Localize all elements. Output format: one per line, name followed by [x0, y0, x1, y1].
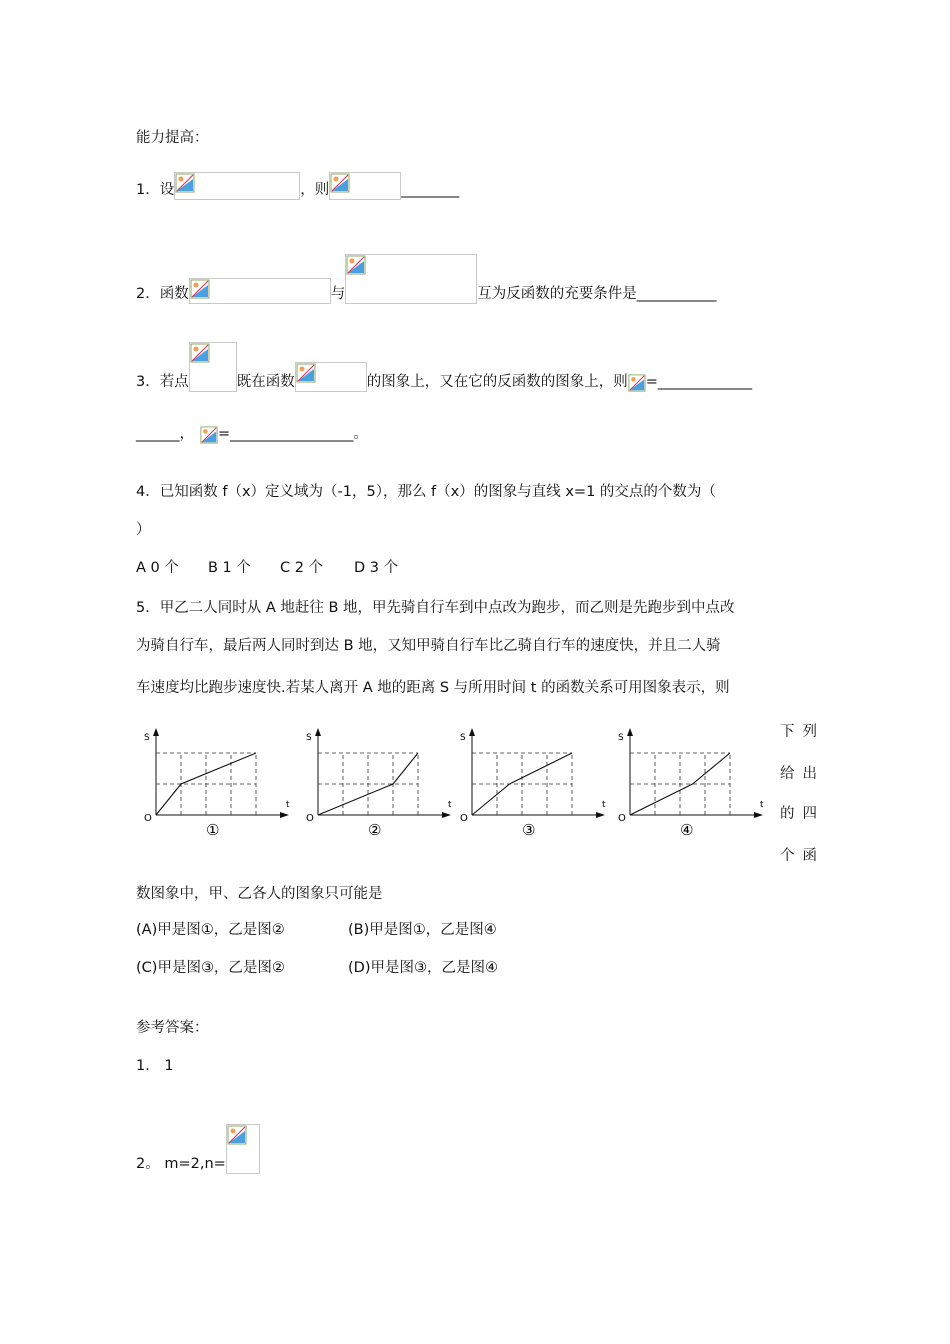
- origin-label: O: [460, 813, 468, 824]
- graph-number-label: ①: [206, 821, 220, 839]
- origin-label: O: [144, 813, 152, 824]
- y-axis-arrow: [627, 728, 633, 736]
- question-5-line-4: 数图象中，甲、乙各人的图象只可能是: [136, 886, 383, 902]
- graph-svg: [456, 722, 616, 842]
- question-1: 1．设 ，则 ________: [136, 172, 459, 200]
- broken-image-icon: [346, 255, 366, 275]
- broken-image-icon: [227, 1125, 247, 1145]
- section-heading: 能力提高：: [136, 130, 209, 146]
- question-5-line-3: 车速度均比跑步速度快.若某人离开 A 地的距离 S 与所用时间 t 的函数关系可用图象表示，则: [136, 680, 730, 696]
- graph-number-label: ④: [680, 821, 694, 839]
- option-c: C 2 个: [280, 560, 324, 576]
- graph-number-label: ③: [522, 821, 536, 839]
- formula-image: [628, 374, 646, 392]
- option-a: (A)甲是图①，乙是图②: [136, 922, 285, 938]
- side-text-4: 个函: [780, 848, 825, 864]
- y-axis-arrow: [153, 728, 159, 736]
- x-axis-label: t: [602, 800, 606, 810]
- formula-image: [295, 362, 367, 392]
- option-c: (C)甲是图③，乙是图②: [136, 960, 285, 976]
- broken-image-icon: [330, 173, 350, 193]
- graph-svg: [140, 722, 300, 842]
- question-5-options-row-1: [136, 920, 497, 940]
- question-5-options-row-2: [136, 958, 498, 978]
- formula-image: [345, 254, 477, 304]
- side-text-3: 的四: [780, 806, 825, 822]
- question-3: 3．若点 既在函数 的图象上，又在它的反函数的图象上，则 =_____________: [136, 342, 752, 392]
- broken-image-icon: [190, 279, 210, 299]
- y-axis-label: S: [144, 733, 150, 743]
- formula-image: [174, 172, 300, 200]
- question-2: 2．函数 与 互为反函数的充要条件是___________: [136, 254, 716, 304]
- graph-svg: [614, 722, 774, 842]
- x-axis-arrow: [596, 812, 605, 818]
- formula-image: [189, 278, 331, 304]
- question-5-line-1: 5．甲乙二人同时从 A 地赶往 B 地，甲先骑自行车到中点改为跑步，而乙则是先跑步到中点改: [136, 600, 735, 616]
- option-a: A 0 个: [136, 560, 179, 576]
- x-axis-label: t: [286, 800, 290, 810]
- origin-label: O: [618, 813, 626, 824]
- answer-1: 1． 1: [136, 1058, 174, 1074]
- broken-image-icon: [200, 426, 218, 444]
- question-4: 4．已知函数 f（x）定义域为（-1，5），那么 f（x）的图象与直线 x=1 的交点的个数为（: [136, 484, 716, 500]
- broken-image-icon: [628, 374, 646, 392]
- formula-image: [226, 1124, 260, 1174]
- question-4-options: [136, 558, 398, 578]
- distance-time-graph: [302, 722, 462, 846]
- formula-image: [189, 342, 237, 392]
- origin-label: O: [306, 813, 314, 824]
- broken-image-icon: [175, 173, 195, 193]
- answer-2: 2。 m=2,n=: [136, 1124, 260, 1174]
- option-b: B 1 个: [208, 560, 251, 576]
- x-axis-arrow: [754, 812, 763, 818]
- formula-image: [329, 172, 401, 200]
- graph-svg: [302, 722, 462, 842]
- x-axis-arrow: [442, 812, 451, 818]
- option-d: (D)甲是图③，乙是图④: [348, 960, 498, 976]
- y-axis-arrow: [315, 728, 321, 736]
- graph-number-label: ②: [368, 821, 382, 839]
- broken-image-icon: [296, 363, 316, 383]
- option-d: D 3 个: [354, 560, 399, 576]
- formula-image: [200, 426, 218, 444]
- x-axis-label: t: [448, 800, 452, 810]
- y-axis-label: S: [460, 733, 466, 743]
- broken-image-icon: [190, 343, 210, 363]
- answers-heading: 参考答案：: [136, 1020, 209, 1036]
- y-axis-label: S: [306, 733, 312, 743]
- x-axis-arrow: [280, 812, 289, 818]
- question-4-close: ）: [136, 522, 151, 538]
- side-text-1: 下列: [780, 724, 825, 740]
- y-axis-label: S: [618, 733, 624, 743]
- distance-time-graph: [140, 722, 300, 846]
- question-3-continued: ______， =_________________。: [136, 426, 368, 442]
- side-text-2: 给出: [780, 766, 825, 782]
- distance-time-graph: [614, 722, 774, 846]
- question-5-line-2: 为骑自行车，最后两人同时到达 B 地，又知甲骑自行车比乙骑自行车的速度快，并且二人骑: [136, 638, 721, 654]
- x-axis-label: t: [760, 800, 764, 810]
- option-b: (B)甲是图①，乙是图④: [348, 922, 497, 938]
- y-axis-arrow: [469, 728, 475, 736]
- distance-time-graph: [456, 722, 616, 846]
